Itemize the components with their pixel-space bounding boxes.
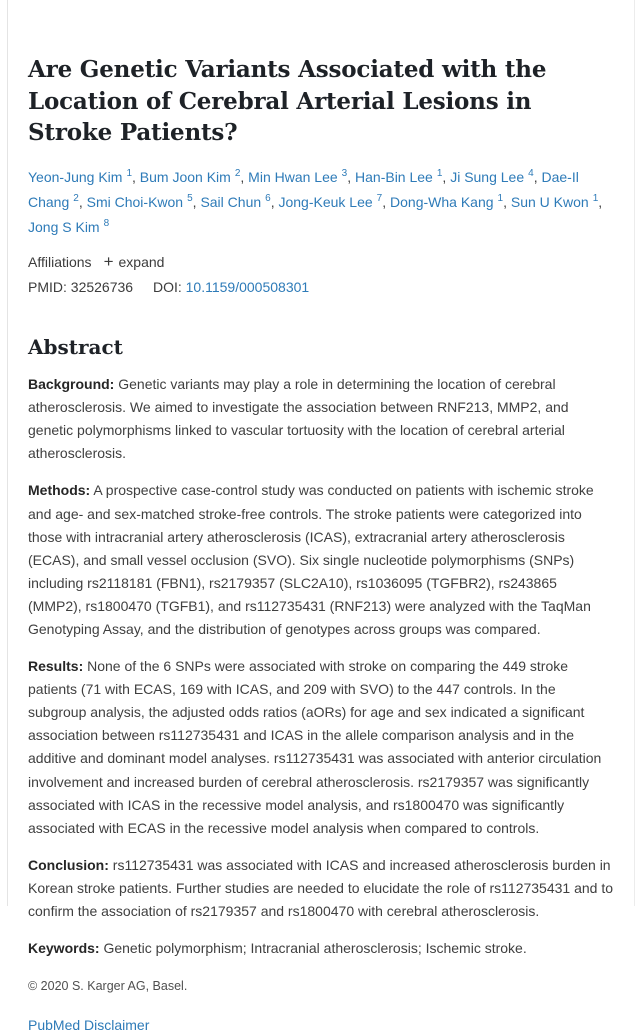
author-affiliation-superscript[interactable]: 1 — [126, 167, 132, 179]
author-affiliation-superscript[interactable]: 2 — [73, 193, 79, 205]
paragraph-text: A prospective case-control study was conducted on patients with ischemic stroke and age- and sex-matched stroke-free controls. The stroke patients were categorized into those with intracranial artery atherosclerosis (ICAS), extracranial artery atherosclerosis (ECAS), and small vessel occlusion (SVO). Six single nucleotide polymorphisms (SNPs) including rs2118181 (FBN1), rs2179357 (SLC2A10), rs1036095 (TGFBR2), rs243865 (MMP2), rs1800470 (TGFB1), and rs112735431 (RNF213) were analyzed with the TaqMan Genotyping Assay, and the distribution of genotypes across groups was compared. — [28, 482, 594, 637]
identifiers-row — [28, 279, 614, 295]
doi-label: DOI: — [152, 279, 182, 296]
abstract-paragraph-results — [28, 655, 614, 840]
author-link[interactable]: Jong-Keuk Lee — [278, 193, 373, 210]
author-link[interactable]: Yeon-Jung Kim — [28, 168, 123, 185]
author — [140, 169, 248, 185]
author-link[interactable]: Sun U Kwon — [510, 193, 589, 210]
copyright-notice: © 2020 S. Karger AG, Basel. — [28, 979, 188, 994]
author-link[interactable]: Dong-Wha Kang — [390, 193, 494, 210]
affiliations-row — [28, 253, 614, 270]
author-separator: , — [442, 168, 451, 185]
author-affiliation-superscript[interactable]: 1 — [436, 167, 443, 179]
author-separator: , — [598, 193, 603, 210]
author — [355, 169, 450, 185]
paragraph-label: Background: — [28, 376, 115, 393]
author-affiliation-superscript[interactable]: 1 — [592, 193, 599, 205]
author — [200, 194, 278, 210]
author-separator: , — [240, 168, 249, 185]
author-link[interactable]: Han-Bin Lee — [355, 168, 433, 185]
author-affiliation-superscript[interactable]: 7 — [376, 193, 383, 205]
expand-affiliations-button[interactable] — [104, 253, 165, 270]
author-list — [28, 165, 614, 241]
affiliations-label: Affiliations — [28, 253, 92, 270]
author — [28, 219, 109, 235]
author — [87, 194, 201, 210]
author-link[interactable]: Min Hwan Lee — [248, 168, 338, 185]
abstract-paragraph-conclusion — [28, 854, 614, 923]
author-affiliation-superscript[interactable]: 2 — [234, 167, 241, 179]
author-affiliation-superscript[interactable]: 4 — [528, 167, 534, 179]
author-link[interactable]: Ji Sung Lee — [450, 168, 525, 185]
page-title: Are Genetic Variants Associated with the Location of Cerebral Arterial Lesions in Stroke Patients? — [28, 56, 547, 146]
abstract-heading: Abstract — [28, 335, 123, 360]
author — [28, 169, 140, 185]
author — [278, 194, 390, 210]
author-affiliation-superscript[interactable]: 8 — [103, 218, 110, 230]
abstract-paragraph-background — [28, 373, 614, 465]
paragraph-label: Methods: — [28, 482, 91, 499]
author-separator: , — [270, 193, 279, 210]
author-link[interactable]: Smi Choi-Kwon — [86, 193, 184, 210]
paragraph-label: Conclusion: — [28, 856, 109, 873]
paragraph-label: Keywords: — [28, 940, 100, 957]
pmid-value: 32526736 — [70, 279, 134, 296]
paragraph-text: Genetic variants may play a role in determining the location of cerebral atherosclerosis. We aimed to investigate the association between RNF213, MMP2, and genetic polymorphisms linked to vascular tortuosity with the location of cerebral arterial atherosclerosis. — [28, 376, 569, 462]
doi-link[interactable]: 10.1159/000508301 — [185, 279, 310, 296]
author-separator: , — [347, 168, 356, 185]
author-separator: , — [533, 168, 542, 185]
author-separator: , — [382, 193, 391, 210]
paragraph-text: None of the 6 SNPs were associated with stroke on comparing the 449 stroke patients (71 with ECAS, 169 with ICAS, and 209 with SVO) to the 447 controls. In the subgroup analysis, the adjusted odds ratios (aORs) for age and sex indicated a significant association between rs112735431 and ICAS in the allele comparison analysis and in the additive and dominant model analyses. rs112735431 was associated with anterior circulation involvement and increased burden of cerebral atherosclerosis. rs2179357 was significantly associated with ICAS in the recessive model analysis, and rs1800470 was significantly associated with ECAS in the recessive model analysis when compared to controls. — [28, 658, 602, 836]
plus-icon: + — [103, 252, 114, 272]
author — [450, 169, 541, 185]
author-affiliation-superscript[interactable]: 5 — [187, 193, 193, 205]
paragraph-label: Results: — [28, 658, 84, 675]
author — [248, 169, 355, 185]
doi-group — [153, 279, 309, 295]
author-link[interactable]: Sail Chun — [200, 193, 262, 210]
author-separator: , — [132, 168, 140, 185]
expand-label: expand — [118, 253, 165, 270]
author-affiliation-superscript[interactable]: 6 — [265, 193, 271, 205]
paragraph-text: rs112735431 was associated with ICAS and increased atherosclerosis burden in Korean stroke patients. Further studies are needed to elucidate the role of rs112735431 and to confirm the association of rs2179357 and rs1800470 with cerebral atherosclerosis. — [28, 856, 614, 920]
author-affiliation-superscript[interactable]: 1 — [497, 193, 504, 205]
article-page — [7, 0, 635, 1034]
abstract-paragraph-methods — [28, 479, 614, 641]
author-separator: , — [503, 193, 511, 210]
author-separator: , — [78, 193, 87, 210]
author-link[interactable]: Bum Joon Kim — [139, 168, 231, 185]
pubmed-disclaimer-link[interactable]: PubMed Disclaimer — [28, 1017, 150, 1034]
abstract-paragraph-keywords — [28, 937, 614, 960]
author-link[interactable]: Dae-Il Chang — [28, 168, 579, 210]
author — [511, 194, 602, 210]
author-separator: , — [192, 193, 201, 210]
author — [390, 194, 511, 210]
paragraph-text: Genetic polymorphism; Intracranial atherosclerosis; Ischemic stroke. — [99, 940, 527, 957]
author-link[interactable]: Jong S Kim — [28, 218, 100, 235]
pmid-label: PMID: — [28, 279, 67, 296]
author-affiliation-superscript[interactable]: 3 — [341, 167, 348, 179]
